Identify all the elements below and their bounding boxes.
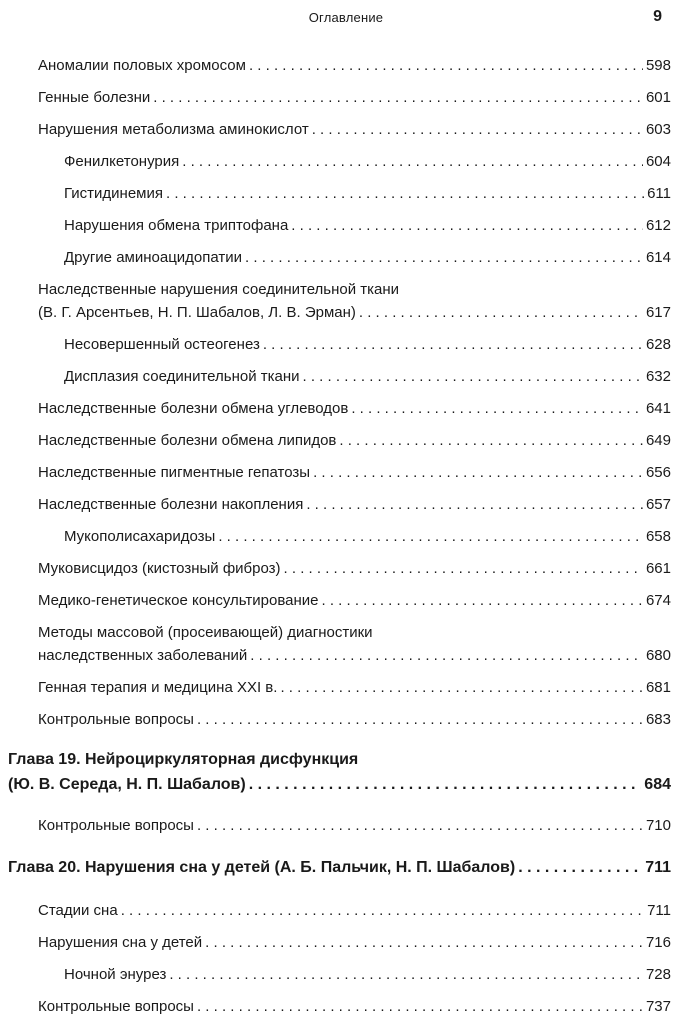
toc-entry: Наследственные болезни обмена липидов . . . 649 (38, 431, 671, 450)
toc-entry: Гистидинемия . . . 611 (38, 184, 671, 203)
toc-entry: Стадии сна . . . 711 (38, 901, 671, 920)
toc-entry: Другие аминоацидопатии . . . 614 (38, 248, 671, 267)
toc-entry: Мукополисахаридозы . . . 658 (38, 527, 671, 546)
toc-entry: Муковисцидоз (кистозный фиброз) . . . 661 (38, 559, 671, 578)
toc-entry-multiline: Методы массовой (просеивающей) диагностики наследственных заболеваний . . . 680 (38, 623, 671, 665)
toc-entry: Наследственные пигментные гепатозы . . . 656 (38, 463, 671, 482)
chapter-20-heading: Глава 20. Нарушения сна у детей (А. Б. Пальчик, Н. П. Шабалов) . . . 711 (8, 857, 671, 879)
page-header (0, 10, 692, 30)
toc-entry: Контрольные вопросы . . . 683 (38, 710, 671, 729)
toc-entry: Нарушения метаболизма аминокислот . . . 603 (38, 120, 671, 139)
toc-entry: Нарушения обмена триптофана . . . 612 (38, 216, 671, 235)
toc-entry: Наследственные болезни обмена углеводов . . . 641 (38, 399, 671, 418)
toc-entry-multiline: Наследственные нарушения соединительной ткани (В. Г. Арсентьев, Н. П. Шабалов, Л. В. Эрман) . . . 617 (38, 280, 671, 322)
chapter-19-heading: Глава 19. Нейроциркуляторная дисфункция (Ю. В. Середа, Н. П. Шабалов) . . . 684 (8, 749, 671, 796)
toc-entry: Контрольные вопросы . . . 737 (38, 997, 671, 1016)
toc-entry: Ночной энурез . . . 728 (38, 965, 671, 984)
page-number: 9 (653, 8, 662, 25)
toc-entry: Аномалии половых хромосом . . . 598 (38, 56, 671, 75)
toc-entry: Дисплазия соединительной ткани . . . 632 (38, 367, 671, 386)
toc-entry: Генная терапия и медицина XXI в. . . . 681 (38, 678, 671, 697)
toc-entry: Медико-генетическое консультирование . . . 674 (38, 591, 671, 610)
toc-entry: Нарушения сна у детей . . . 716 (38, 933, 671, 952)
toc-entry: Наследственные болезни накопления . . . 657 (38, 495, 671, 514)
running-title: Оглавление (308, 10, 384, 25)
toc-entry: Несовершенный остеогенез . . . 628 (38, 335, 671, 354)
toc-entry: Фенилкетонурия . . . 604 (38, 152, 671, 171)
toc-entry: Контрольные вопросы . . . 710 (38, 816, 671, 835)
toc-entry: Генные болезни . . . 601 (38, 88, 671, 107)
table-of-contents (8, 44, 671, 1016)
